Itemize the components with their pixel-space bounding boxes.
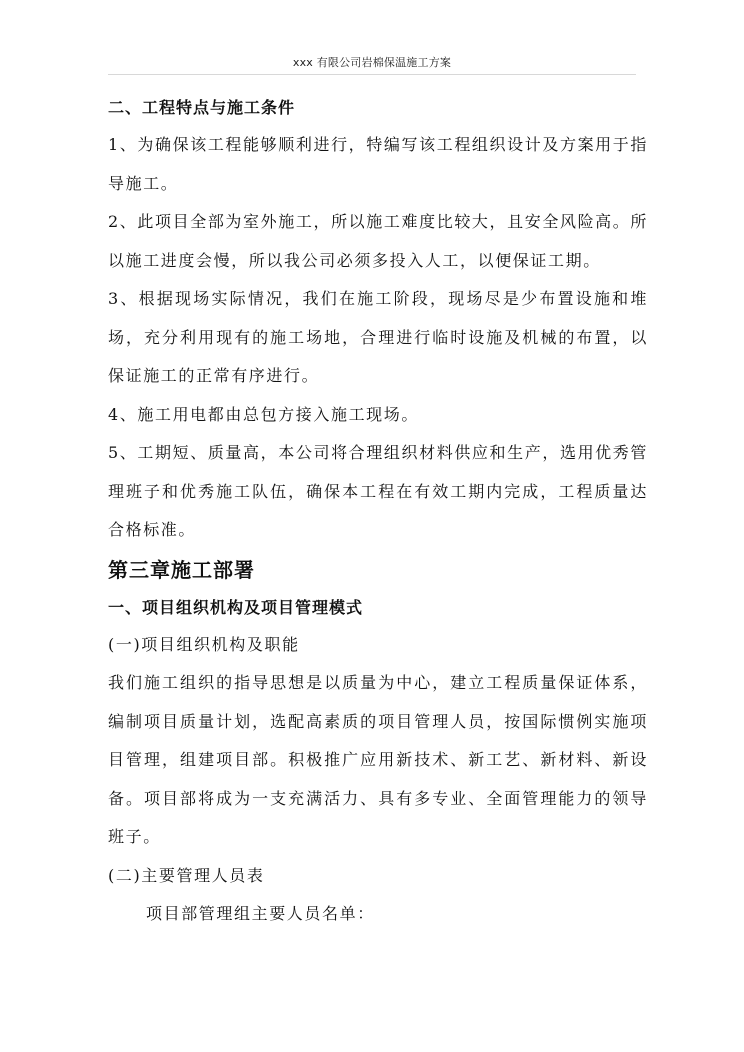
paragraph-guiding-principle: 我们施工组织的指导思想是以质量为中心，建立工程质量保证体系，编制项目质量计划，选配高素质的项目管理人员，按国际惯例实施项目管理，组建项目部。积极推广应用新技术、新工艺、新材料、新设备。项目部将成为一支充满活力、具有多专业、全面管理能力的领导班子。 bbox=[108, 673, 648, 846]
section-heading-project-features: 二、工程特点与施工条件 bbox=[108, 98, 296, 117]
list-item-4: 4、施工用电都由总包方接入施工现场。 bbox=[108, 404, 419, 424]
chapter-heading-construction-deployment: 第三章施工部署 bbox=[108, 557, 255, 582]
list-item-2: 2、此项目全部为室外施工，所以施工难度比较大，且安全风险高。所以施工进度会慢，所以我公司必须多投入人工，以便保证工期。 bbox=[108, 212, 648, 270]
subsection-title-personnel-table: (二)主要管理人员表 bbox=[108, 865, 265, 885]
document-body bbox=[108, 90, 648, 934]
subsection-title-organization-functions: (一)项目组织机构及职能 bbox=[108, 634, 300, 654]
header-divider bbox=[108, 74, 636, 75]
list-item-5: 5、工期短、质量高，本公司将合理组织材料供应和生产，选用优秀管理班子和优秀施工队伍，确保本工程在有效工期内完成，工程质量达合格标准。 bbox=[108, 443, 648, 539]
list-item-1: 1、为确保该工程能够顺利进行，特编写该工程组织设计及方案用于指导施工。 bbox=[108, 135, 648, 193]
section-heading-project-organization: 一、项目组织机构及项目管理模式 bbox=[108, 597, 364, 617]
paragraph-personnel-list-intro: 项目部管理组主要人员名单： bbox=[146, 904, 375, 923]
page-header: xxx 有限公司岩棉保温施工方案 bbox=[292, 56, 452, 69]
list-item-3: 3、根据现场实际情况，我们在施工阶段，现场尽是少布置设施和堆场，充分利用现有的施工场地，合理进行临时设施及机械的布置，以保证施工的正常有序进行。 bbox=[108, 289, 648, 385]
